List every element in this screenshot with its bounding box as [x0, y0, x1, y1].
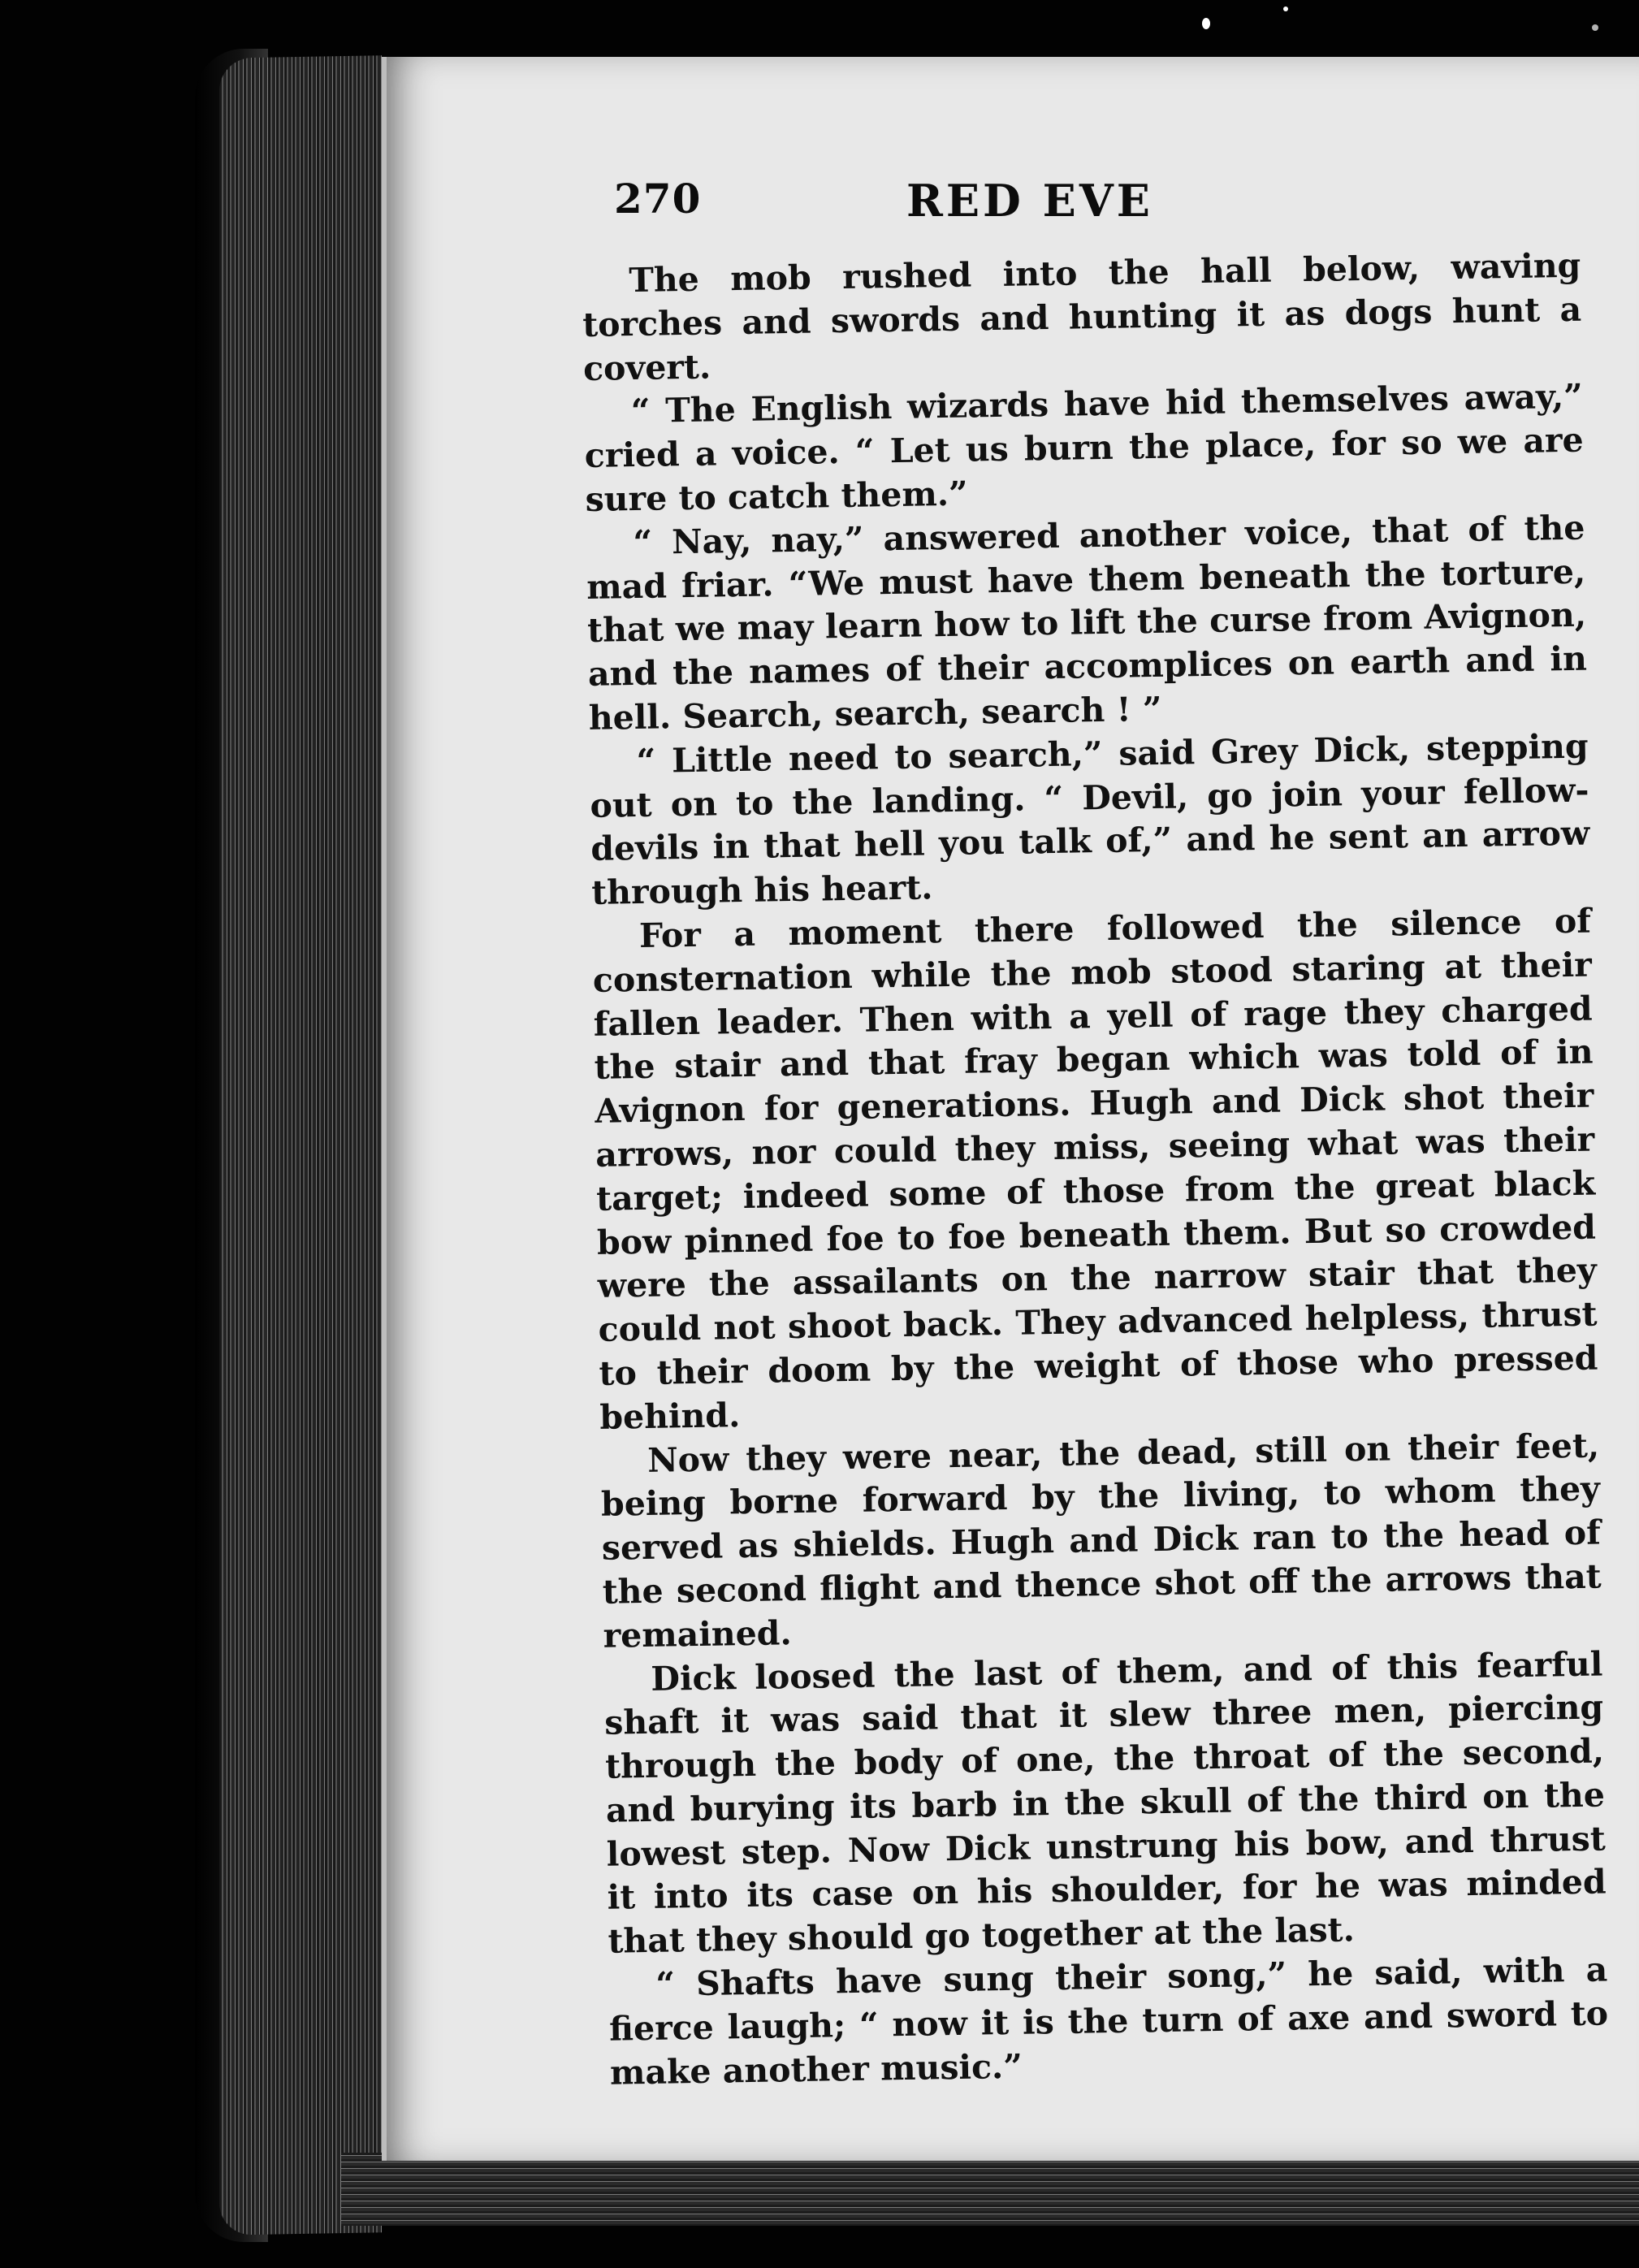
paragraph: “ The English wizards have hid themselves away,” cried a voice. “ Let us burn the place, for so we are sure to catch them.”: [584, 377, 1585, 519]
scan-speck: [1283, 6, 1288, 11]
body-text: [582, 245, 1609, 2096]
paragraph: Dick loosed the last of them, and of this fearful shaft it was said that it slew three men, piercing through the body of one, the throat of the second, and burying its barb in the skull of the third on the lowest step. Now Dick unstrung his bow, and thrust it into its case on his shoulder, for he was minded that they should go together at the last.: [603, 1643, 1607, 1962]
page-number: 270: [614, 175, 702, 223]
running-head: RED EVE: [906, 175, 1153, 227]
paragraph: “ Little need to search,” said Grey Dick, stepping out on to the landing. “ Devil, go join your fellow-devils in that hell you talk of,” and he sent an arrow through his heart.: [590, 726, 1590, 913]
paragraph: “ Nay, nay,” answered another voice, that of the mad friar. “We must have them beneath the torture, that we may learn how to lift the curse from Avignon, and the names of their accomplices on earth and in hell. Search, search, search ! ”: [586, 508, 1588, 738]
paragraph: For a moment there followed the silence of consternation while the mob stood staring at their fallen leader. Then with a yell of rage they charged the stair and that fray began which was told of in Avignon for generations. Hugh and Dick shot their arrows, nor could they miss, seeing what was their target; indeed some of those from the great black bow pinned foe to foe beneath them. But so crowded were the assailants on the narrow stair that they could not shoot back. They advanced helpless, thrust to their doom by the weight of those who pressed behind.: [592, 901, 1598, 1437]
paragraph: “ Shafts have sung their song,” he said, with a fierce laugh; “ now it is the turn of axe and sword to make another music.”: [608, 1950, 1609, 2093]
page-header: [614, 175, 1507, 240]
scan-speck: [1592, 24, 1598, 31]
printed-page: [382, 57, 1639, 2161]
scan-speck: [1202, 18, 1210, 29]
paragraph: The mob rushed into the hall below, waving torches and swords and hunting it as dogs hunt a covert.: [582, 245, 1582, 388]
paragraph: Now they were near, the dead, still on their feet, being borne forward by the living, to whom they served as shields. Hugh and Dick ran to the head of the second flight and thence shot off the arrows that remained.: [600, 1426, 1602, 1656]
book-bottom-edges: [341, 2153, 1639, 2226]
book-page-edges: [219, 55, 382, 2235]
